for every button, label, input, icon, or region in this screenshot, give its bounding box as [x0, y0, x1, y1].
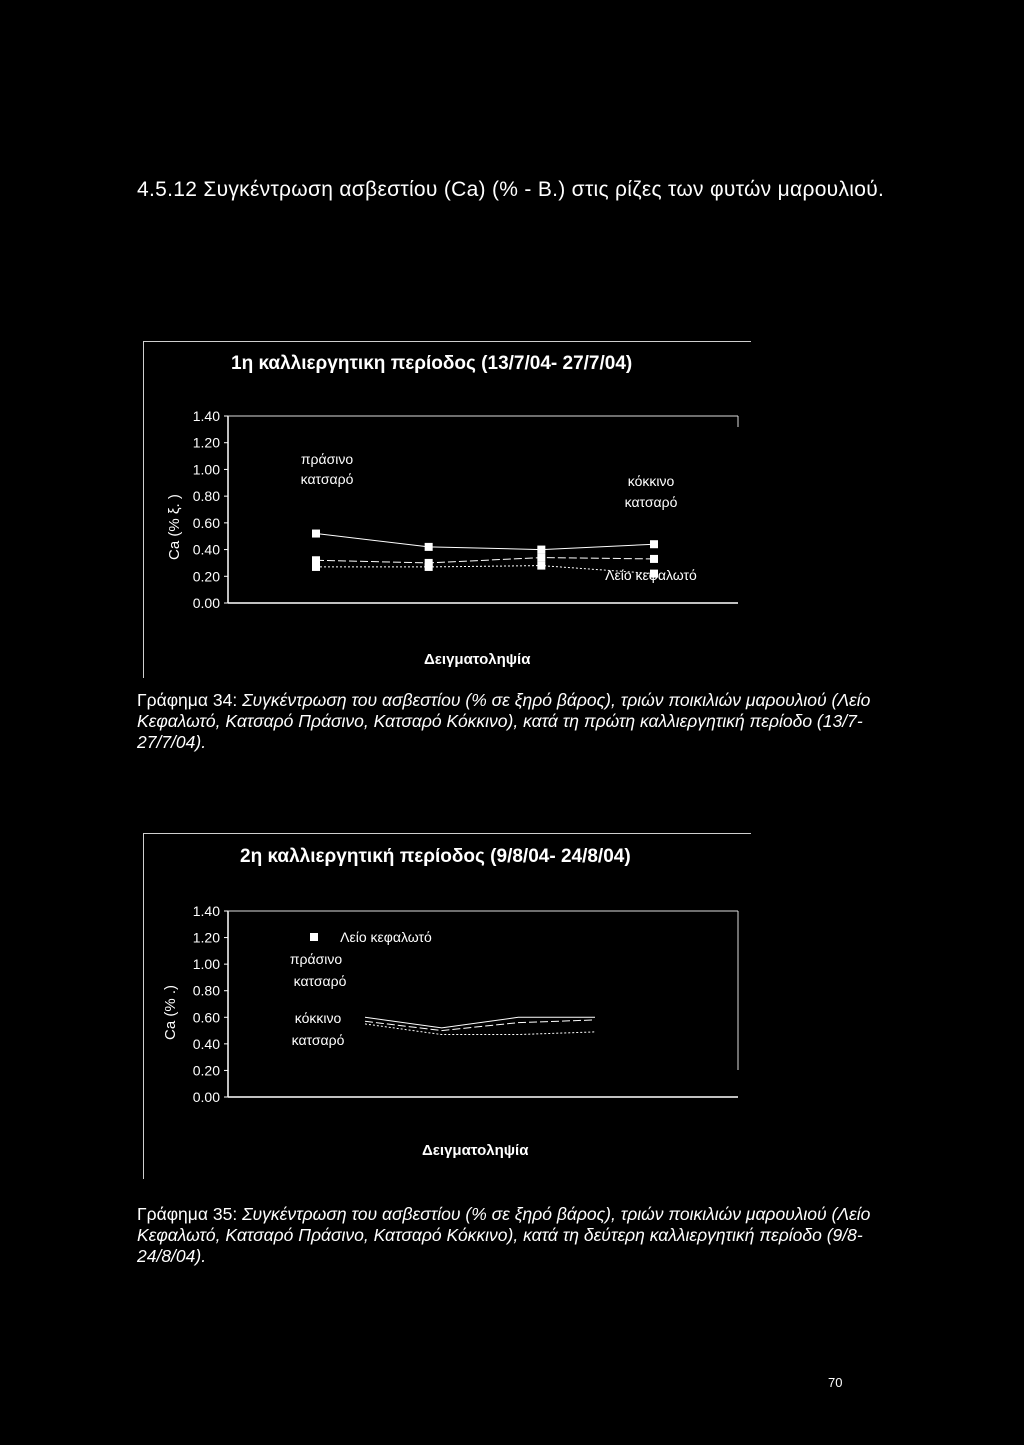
- legend-marker: [310, 933, 318, 941]
- series-line-3: [316, 566, 654, 574]
- y-tick-label: 0.40: [192, 541, 220, 558]
- caption-35-number: Γράφημα 35:: [137, 1204, 238, 1224]
- data-point: [312, 530, 320, 538]
- annotation-label: κόκκινο: [294, 1010, 342, 1026]
- y-tick-label: 1.40: [192, 903, 220, 919]
- figure-caption-35: [137, 1204, 877, 1267]
- chart-1-xlabel: Δειγματοληψία: [424, 651, 531, 668]
- section-heading: 4.5.12 Συγκέντρωση ασβεστίου (Ca) (% - Β.) στις ρίζες των φυτών μαρουλιού.: [137, 178, 885, 201]
- y-tick-label: 0.20: [192, 1062, 220, 1079]
- y-tick-label: 0.80: [192, 982, 220, 999]
- chart-2-title: 2η καλλιεργητική περίοδος (9/8/04- 24/8/04): [240, 846, 631, 867]
- data-point: [537, 562, 545, 570]
- data-point: [537, 554, 545, 562]
- y-tick-label: 0.80: [192, 488, 220, 505]
- series-line-1: [316, 534, 654, 550]
- y-tick-label: 0.00: [192, 595, 220, 611]
- series-line-2: [316, 558, 654, 563]
- y-tick-label: 0.60: [192, 1009, 220, 1026]
- data-point: [312, 563, 320, 571]
- annotation-label: πράσινο: [289, 951, 343, 967]
- data-point: [425, 543, 433, 551]
- y-tick-label: 1.40: [192, 408, 220, 424]
- y-tick-label: 0.00: [192, 1089, 220, 1105]
- page-number: 70: [828, 1375, 843, 1390]
- annotation-label: κατσαρό: [291, 1032, 345, 1048]
- annotation-label: κατσαρό: [624, 494, 678, 510]
- y-tick-label: 0.40: [192, 1035, 220, 1052]
- y-tick-label: 1.20: [192, 434, 220, 451]
- annotation-label: Λείο κεφαλωτό: [340, 929, 432, 945]
- annotation-label: πράσινο: [300, 451, 354, 467]
- data-point: [425, 563, 433, 571]
- annotation-label: κατσαρό: [300, 471, 354, 487]
- y-tick-label: 1.00: [192, 956, 220, 973]
- caption-34-text: Συγκέντρωση του ασβεστίου (% σε ξηρό βάρος), τριών ποικιλιών μαρουλιού (Λείο Κεφαλωτό, Κατσαρό Πράσινο, Κατσαρό Κόκκινο), κατά τη πρώτη καλλιεργητική περίοδο (13/7- 27/7/04).: [137, 690, 871, 752]
- chart-2-ylabel: Ca (% .): [162, 984, 179, 1040]
- figure-caption-34: [137, 690, 877, 753]
- y-tick-label: 1.20: [192, 929, 220, 946]
- chart-1-plot: [170, 405, 750, 620]
- chart-1-title: 1η καλλιεργητικη περίοδος (13/7/04- 27/7/04): [231, 353, 633, 374]
- data-point: [537, 546, 545, 554]
- chart-2-plot: [170, 900, 750, 1110]
- annotation-label: κατσαρό: [293, 973, 347, 989]
- caption-35-text: Συγκέντρωση του ασβεστίου (% σε ξηρό βάρος), τριών ποικιλιών μαρουλιού (Λείο Κεφαλωτό, Κατσαρό Πράσινο, Κατσαρό Κόκκινο), κατά τη δεύτερη καλλιεργητική περίοδο (9/8- 24/8/04).: [137, 1204, 871, 1266]
- data-point: [650, 540, 658, 548]
- data-point: [650, 555, 658, 563]
- y-tick-label: 1.00: [192, 461, 220, 478]
- caption-34-number: Γράφημα 34:: [137, 690, 238, 710]
- annotation-label: Λείο κεφαλωτό: [605, 567, 697, 583]
- chart-1-ylabel: Ca (% ξ. ): [166, 494, 183, 560]
- y-tick-label: 0.60: [192, 514, 220, 531]
- y-tick-label: 0.20: [192, 568, 220, 585]
- chart-2-xlabel: Δειγματοληψία: [422, 1142, 529, 1159]
- series-line-2: [365, 1020, 595, 1031]
- annotation-label: κόκκινο: [627, 473, 675, 489]
